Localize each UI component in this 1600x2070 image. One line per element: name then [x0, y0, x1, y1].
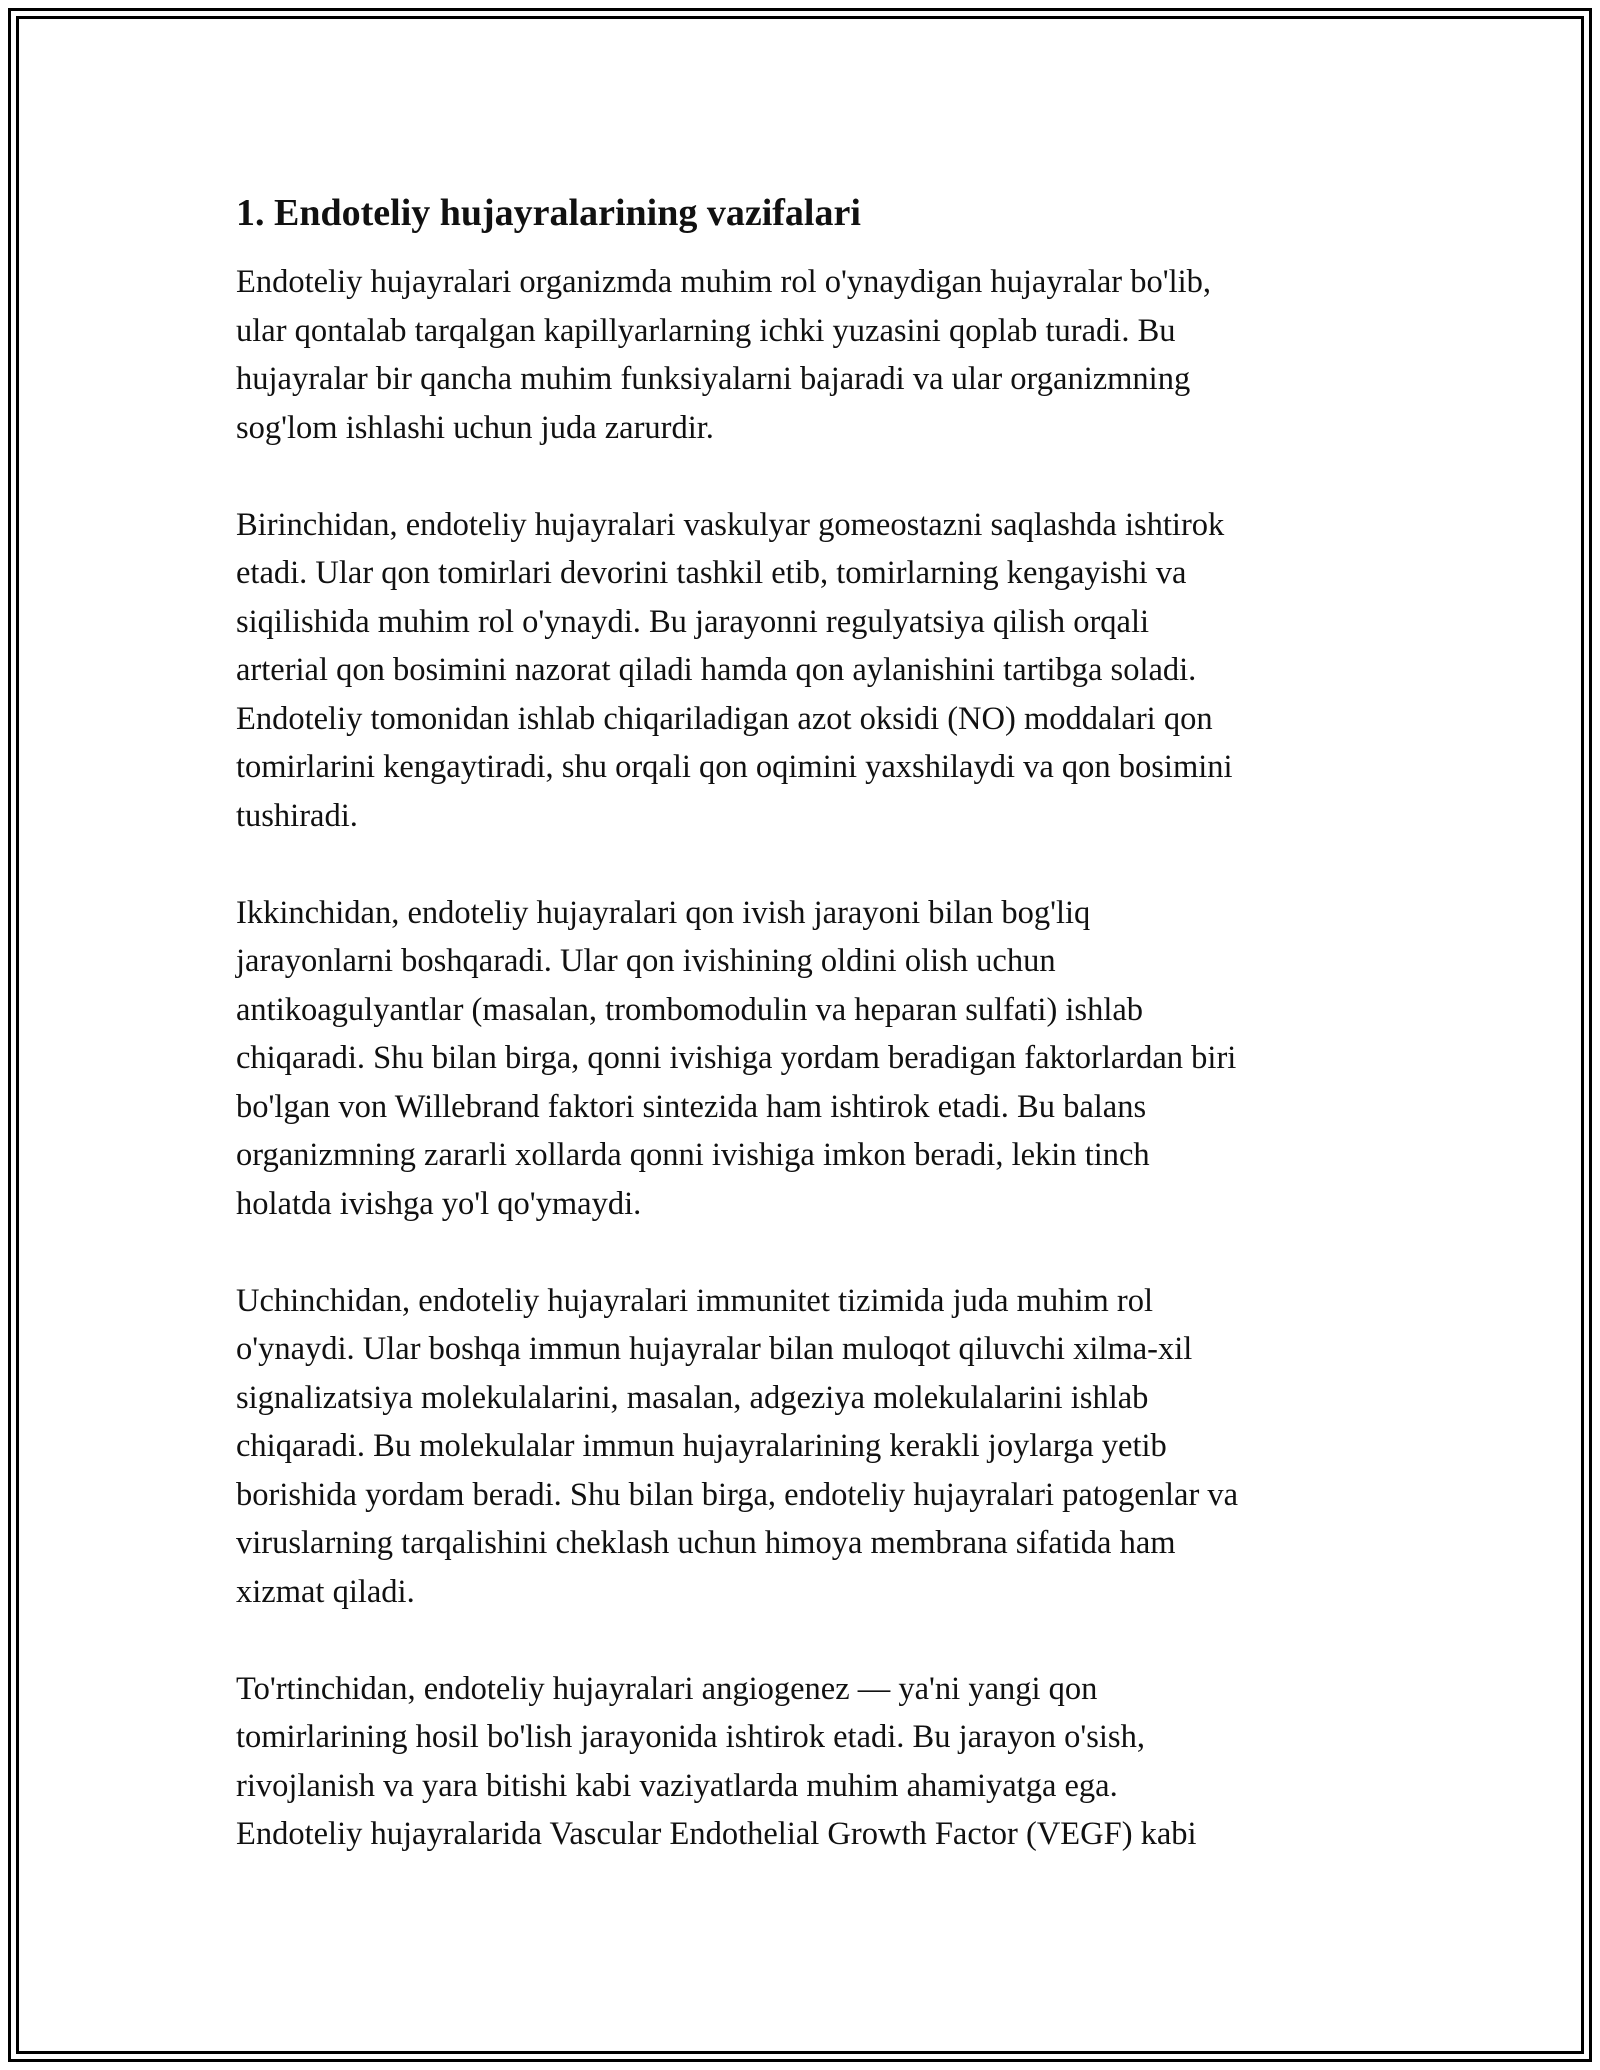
paragraph-intro: Endoteliy hujayralari organizmda muhim rol o'ynaydigan hujayralar bo'lib, ular qontalab tarqalgan kapillyarlarning ichki yuzasini qoplab turadi. Bu hujayralar bir qancha muhim funksiyalarni bajaradi va ular organizmning sog'lom ishlashi uchun juda zarurdir. — [236, 264, 1212, 446]
document-body — [236, 190, 1376, 1907]
paragraph-first: Birinchidan, endoteliy hujayralari vaskulyar gomeostazni saqlashda ishtirok etadi. Ular qon tomirlari devorini tashkil etib, tomirlarning kengayishi va siqilishida muhim rol o'ynaydi. Bu jarayonni regulyatsiya qilish orqali arterial qon bosimini nazorat qiladi hamda qon aylanishini tartibga soladi. Endoteliy tomonidan ishlab chiqariladigan azot oksidi (NO) moddalari qon tomirlarini kengaytiradi, shu orqali qon oqimini yaxshilaydi va qon bosimini tushiradi. — [236, 506, 1233, 834]
paragraph-fourth: To'rtinchidan, endoteliy hujayralari angiogenez — ya'ni yangi qon tomirlarining hosil bo'lish jarayonida ishtirok etadi. Bu jarayon o'sish, rivojlanish va yara bitishi kabi vaziyatlarda muhim ahamiyatga ega. Endoteliy hujayralarida Vascular Endothelial Growth Factor (VEGF) kabi — [236, 1670, 1197, 1852]
paragraph-second: Ikkinchidan, endoteliy hujayralari qon ivish jarayoni bilan bog'liq jarayonlarni boshqaradi. Ular qon ivishining oldini olish uchun antikoagulyantlar (masalan, trombomodulin va heparan sulfati) ishlab chiqaradi. Shu bilan birga, qonni ivishiga yordam beradigan faktorlardan biri bo'lgan von Willebrand faktori sintezida ham ishtirok etadi. Bu balans organizmning zararli xollarda qonni ivishiga imkon beradi, lekin tinch holatda ivishga yo'l qo'ymaydi. — [236, 894, 1237, 1222]
document-title: 1. Endoteliy hujayralarining vazifalari — [236, 192, 861, 234]
paragraph-third: Uchinchidan, endoteliy hujayralari immunitet tizimida juda muhim rol o'ynaydi. Ular boshqa immun hujayralar bilan muloqot qiluvchi xilma-xil signalizatsiya molekulalarini, masalan, adgeziya molekulalarini ishlab chiqaradi. Bu molekulalar immun hujayralarining kerakli joylarga yetib borishida yordam beradi. Shu bilan birga, endoteliy hujayralari patogenlar va viruslarning tarqalishini cheklash uchun himoya membrana sifatida ham xizmat qiladi. — [236, 1282, 1239, 1610]
